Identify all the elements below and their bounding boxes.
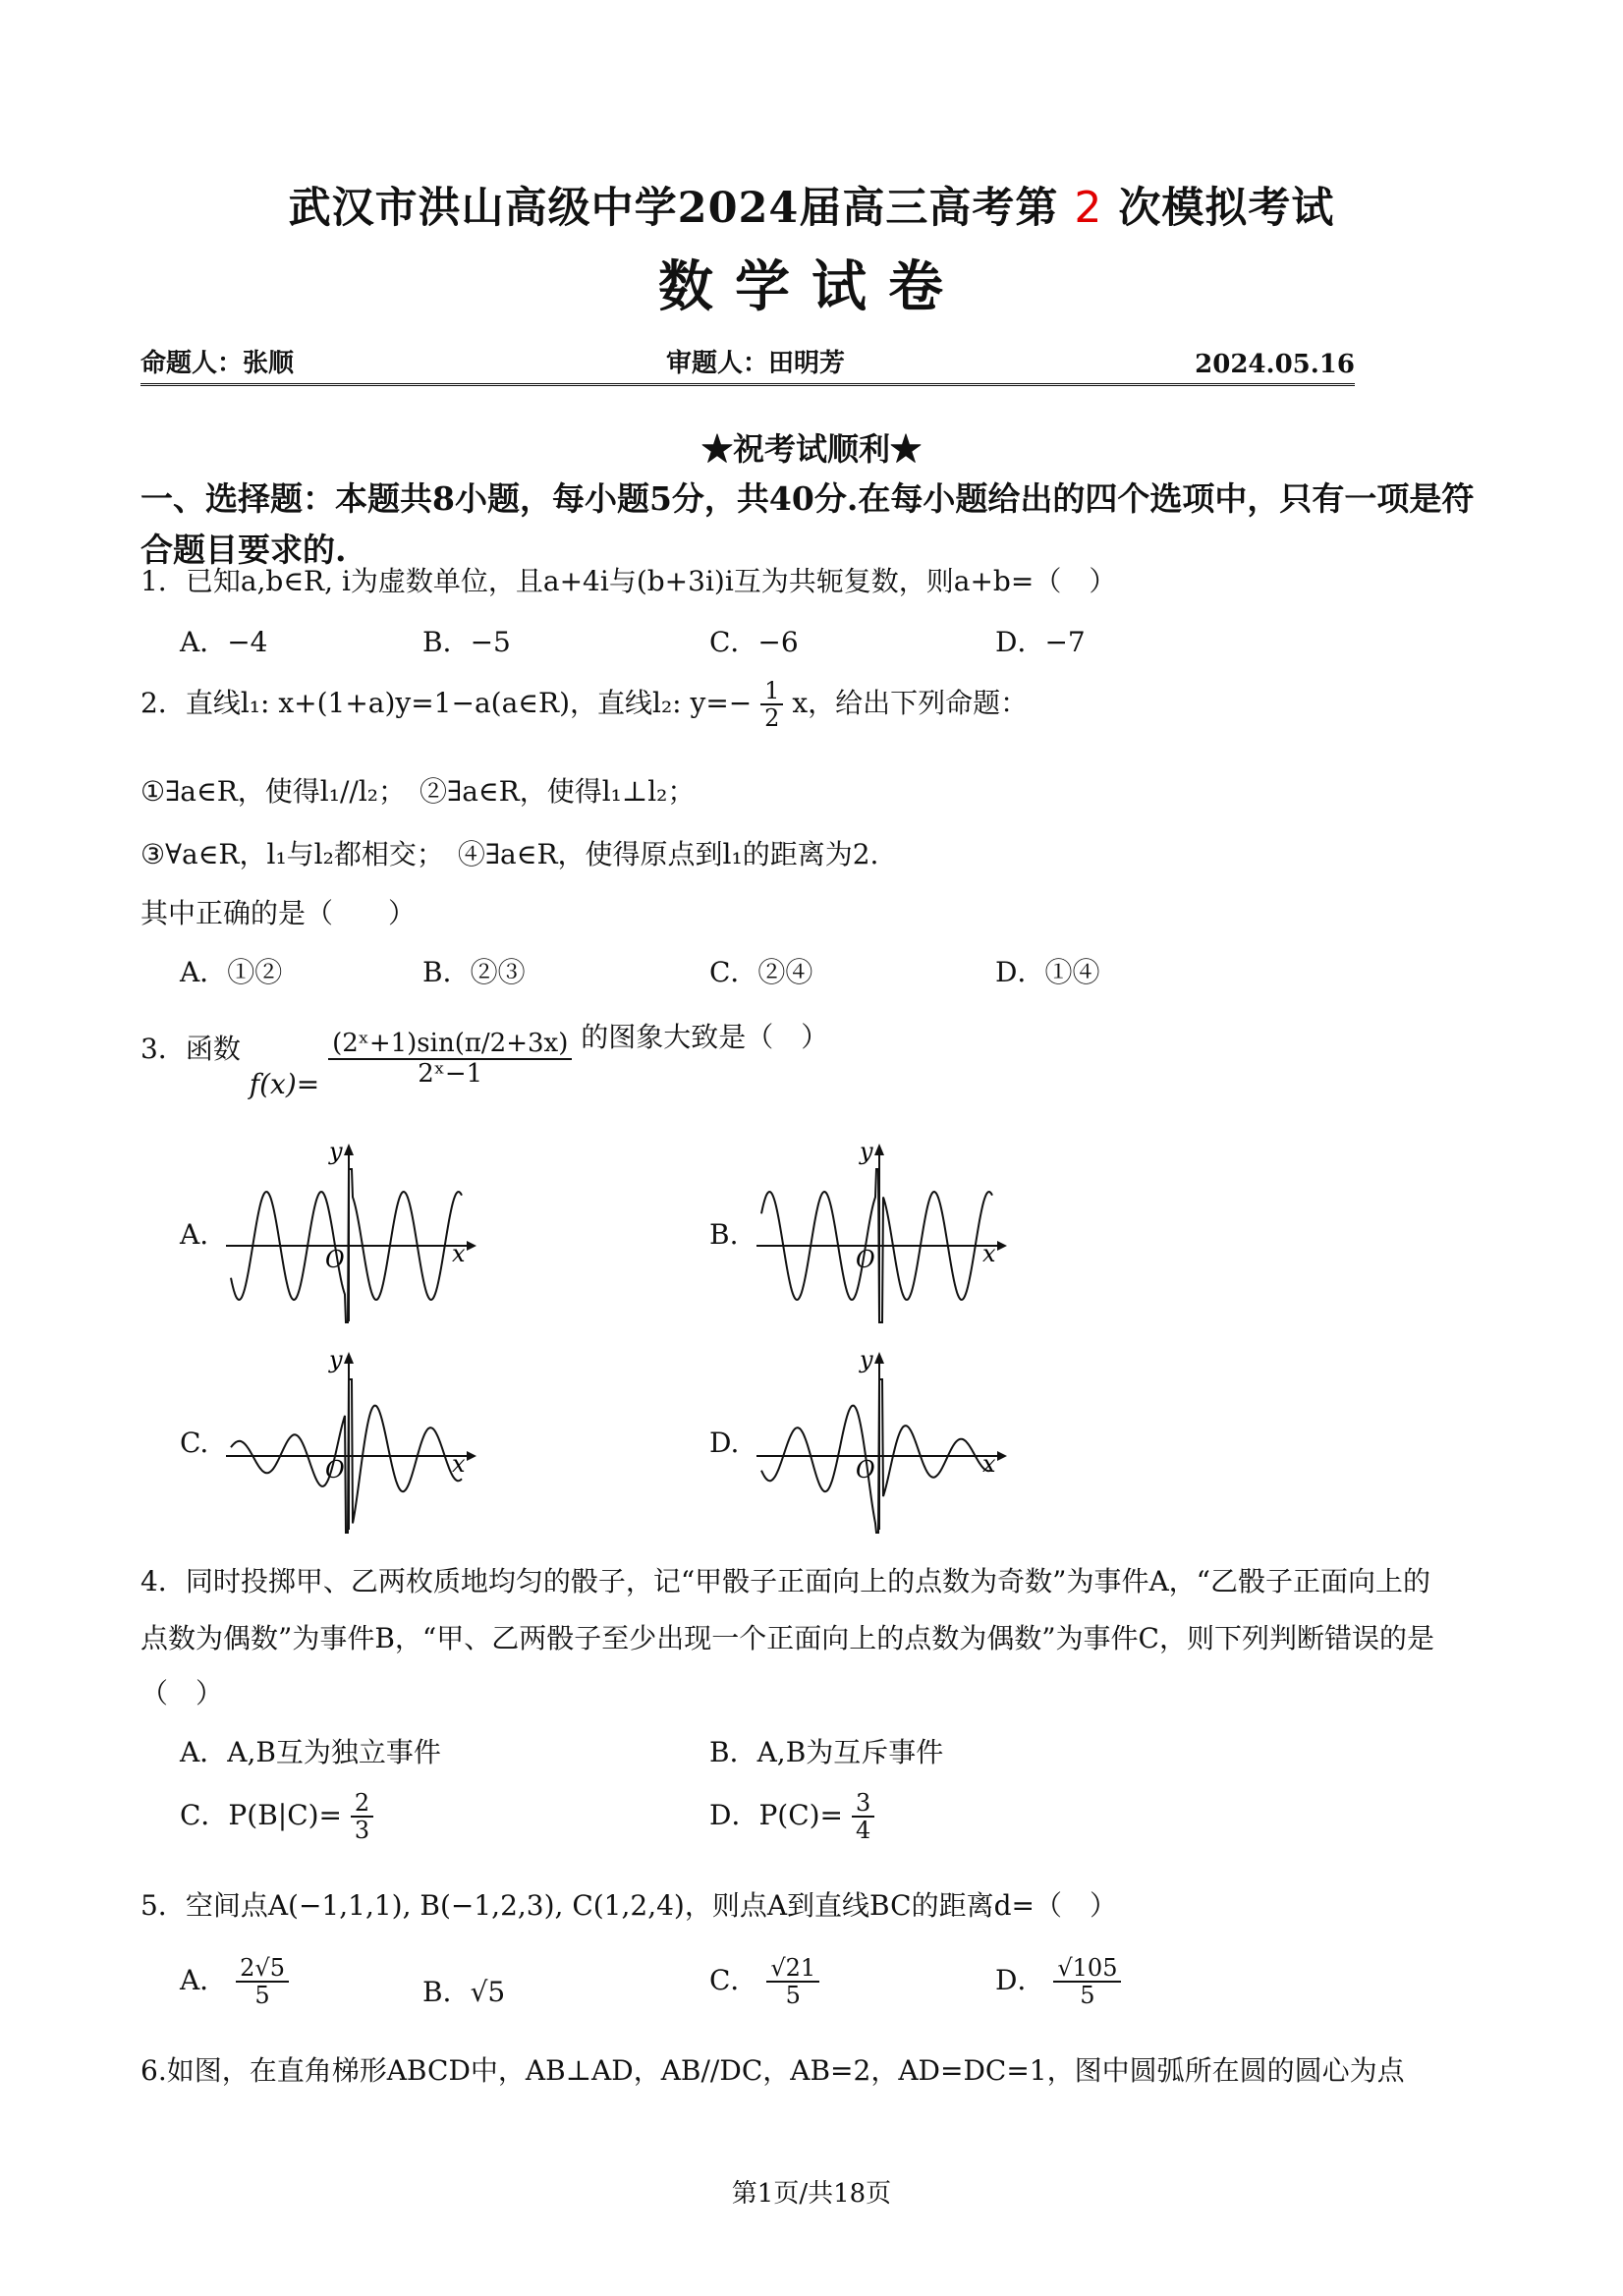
origin-label: O xyxy=(856,1456,875,1484)
exam-date: 2024.05.16 xyxy=(1195,350,1355,379)
q5-option-d-frac xyxy=(1053,1955,1121,2009)
exam-title xyxy=(0,175,1623,235)
x-axis-label: x xyxy=(452,1450,466,1478)
exam-title-prefix: 武汉市洪山高级中学2024届高三高考第 xyxy=(288,184,1059,233)
author: 命题人：张顺 xyxy=(140,349,295,378)
graph-c xyxy=(221,1348,486,1544)
question-1-stem: 1．已知a,b∈R, i为虚数单位，且a+4i与(b+3i)i互为共轭复数，则a+b=（ ） xyxy=(140,565,1117,597)
q4-option-c xyxy=(180,1790,373,1844)
question-4-line-3: （ ） xyxy=(140,1677,224,1709)
q5-option-c-frac xyxy=(766,1955,819,2009)
q2-option-d: D．①④ xyxy=(995,956,1100,988)
y-axis-arrow xyxy=(344,1144,354,1155)
q4-c-den: 3 xyxy=(354,1817,370,1845)
graph-b xyxy=(752,1140,1017,1326)
question-2-stem xyxy=(140,678,1028,732)
graph-label-d: D. xyxy=(709,1427,740,1459)
q3-stem-a: 3．函数 xyxy=(140,1033,241,1066)
graph-label-b: B. xyxy=(709,1218,739,1251)
y-axis-label: y xyxy=(860,1140,873,1165)
exam-title-suffix: 次模拟考试 xyxy=(1118,184,1335,233)
q4-option-d-frac xyxy=(852,1790,874,1844)
q5-d-num: √105 xyxy=(1053,1955,1121,1983)
x-axis-label: x xyxy=(982,1450,996,1478)
x-axis-label: x xyxy=(452,1240,466,1267)
q5-option-c-label: C． xyxy=(709,1963,758,1996)
y-axis-arrow xyxy=(874,1352,884,1364)
origin-label: O xyxy=(856,1246,875,1273)
q5-a-den: 5 xyxy=(254,1982,270,2010)
y-axis-arrow xyxy=(344,1352,354,1364)
origin-label: O xyxy=(325,1456,345,1484)
x-axis-arrow xyxy=(997,1241,1007,1251)
q4-option-d-text: D．P(C)= xyxy=(709,1798,844,1831)
graph-label-a: A. xyxy=(180,1218,209,1251)
q3-denominator: 2ˣ−1 xyxy=(418,1058,483,1089)
q5-c-num: √21 xyxy=(766,1955,819,1983)
q3-fx: f(x)= xyxy=(249,1068,320,1101)
q4-option-b: B．A,B为互斥事件 xyxy=(709,1736,944,1768)
q2-ask: 其中正确的是（ ） xyxy=(140,897,417,929)
y-axis-label: y xyxy=(860,1348,873,1373)
q2-option-a: A．①② xyxy=(180,956,283,988)
q1-option-b: B．−5 xyxy=(422,626,511,658)
graph-label-c: C. xyxy=(180,1427,209,1459)
q1-option-d: D．−7 xyxy=(995,626,1086,658)
q5-a-num: 2√5 xyxy=(236,1955,289,1983)
graph-d xyxy=(752,1348,1017,1544)
q4-c-num: 2 xyxy=(351,1790,373,1818)
q5-option-d xyxy=(995,1955,1121,2009)
question-4-line-1: 4．同时投掷甲、乙两枚质地均匀的骰子，记“甲骰子正面向上的点数为奇数”为事件A，“乙骰子正面向上的 xyxy=(140,1565,1430,1597)
q3-stem-b: 的图象大致是（ ） xyxy=(581,1021,829,1054)
q2-frac-num: 1 xyxy=(760,678,783,705)
q2-option-b: B．②③ xyxy=(422,956,526,988)
q5-option-a-frac xyxy=(236,1955,289,2009)
y-axis-arrow xyxy=(874,1144,884,1155)
origin-label: O xyxy=(325,1246,345,1273)
q2-stem-b: x，给出下列命题： xyxy=(792,686,1029,719)
wish-line: ★祝考试顺利★ xyxy=(700,430,922,468)
page-footer: 第1页/共18页 xyxy=(731,2179,892,2209)
q2-option-c: C．②④ xyxy=(709,956,813,988)
q4-d-den: 4 xyxy=(855,1817,871,1845)
section-heading: 一、选择题：本题共8小题，每小题5分，共40分.在每小题给出的四个选项中，只有一项是符合题目要求的. xyxy=(140,479,1475,569)
q2-proposition-3-4: ③∀a∈R，l₁与l₂都相交； ④∃a∈R，使得原点到l₁的距离为2. xyxy=(140,838,879,870)
q4-option-c-text: C．P(B|C)= xyxy=(180,1798,343,1831)
graph-a xyxy=(221,1140,486,1326)
x-axis-arrow xyxy=(467,1241,476,1251)
q4-option-a: A．A,B互为独立事件 xyxy=(180,1736,441,1768)
x-axis-arrow xyxy=(467,1451,476,1461)
q2-frac-den: 2 xyxy=(764,704,780,733)
x-axis-arrow xyxy=(997,1451,1007,1461)
q1-option-a: A．−4 xyxy=(180,626,268,658)
question-4-line-2: 点数为偶数”为事件B，“甲、乙两骰子至少出现一个正面向上的点数为偶数”为事件C，则下列判断错误的是 xyxy=(140,1622,1434,1654)
q5-option-a-label: A． xyxy=(180,1963,228,1996)
q4-option-c-frac xyxy=(351,1790,373,1844)
y-axis-label: y xyxy=(329,1140,343,1165)
q1-option-c: C．−6 xyxy=(709,626,799,658)
meta-line xyxy=(140,344,1355,386)
q3-numerator: (2ˣ+1)sin(π/2+3x) xyxy=(328,1030,572,1060)
q3-fraction xyxy=(328,1030,572,1088)
reviewer: 审题人：田明芳 xyxy=(666,349,846,378)
question-5-stem: 5．空间点A(−1,1,1), B(−1,2,3), C(1,2,4)，则点A到直线BC的距离d=（ ） xyxy=(140,1889,1117,1922)
q5-option-c xyxy=(709,1955,819,2009)
q5-option-a xyxy=(180,1955,289,2009)
q5-d-den: 5 xyxy=(1080,1982,1095,2010)
x-axis-label: x xyxy=(982,1240,996,1267)
q5-option-b: B．√5 xyxy=(422,1976,506,2008)
y-axis-label: y xyxy=(329,1348,343,1373)
q5-option-d-label: D． xyxy=(995,1963,1045,1996)
question-3-stem xyxy=(140,1021,829,1101)
exam-subtitle: 数学试卷 xyxy=(658,254,965,319)
exam-round-number: 2 xyxy=(1074,183,1103,233)
q4-option-d xyxy=(709,1790,874,1844)
question-6-stem: 6.如图，在直角梯形ABCD中，AB⊥AD，AB//DC，AB=2，AD=DC=1，图中圆弧所在圆的圆心为点 xyxy=(140,2054,1405,2087)
q4-d-num: 3 xyxy=(852,1790,874,1818)
q2-fraction xyxy=(760,678,783,732)
q2-stem-a: 2．直线l₁: x+(1+a)y=1−a(a∈R)，直线l₂: y=− xyxy=(140,686,753,719)
q2-proposition-1-2: ①∃a∈R，使得l₁//l₂； ②∃a∈R，使得l₁⊥l₂； xyxy=(140,775,696,808)
q5-c-den: 5 xyxy=(785,1982,801,2010)
